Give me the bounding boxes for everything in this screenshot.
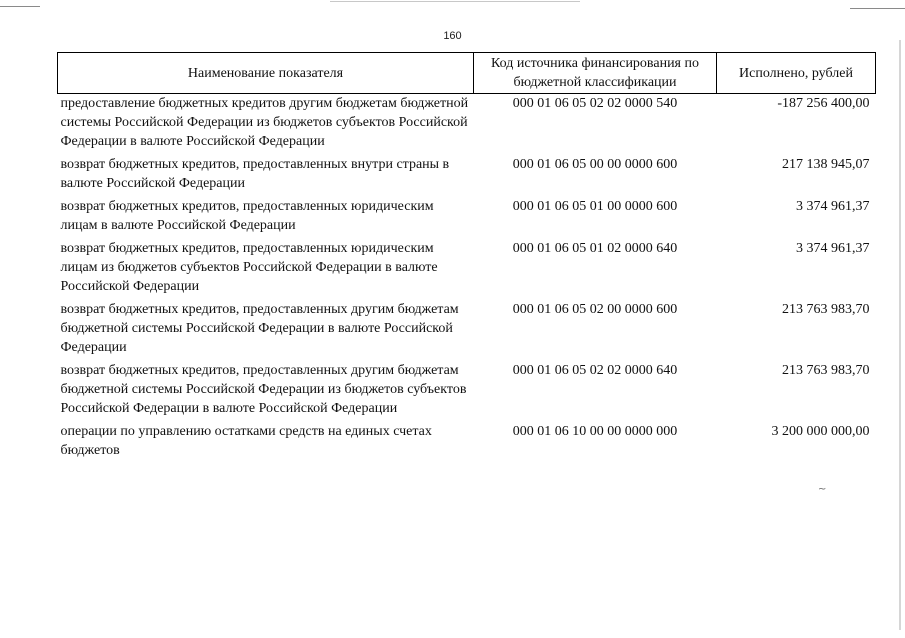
table-row <box>58 197 876 239</box>
row-executed-amount: -187 256 400,00 <box>777 96 870 111</box>
row-executed-amount: 3 200 000 000,00 <box>771 424 870 439</box>
row-source-code: 000 01 06 05 01 00 0000 600 <box>512 199 678 214</box>
header-executed-amount: Исполнено, рублей <box>717 53 876 94</box>
table-row <box>58 422 876 464</box>
row-indicator-name: возврат бюджетных кредитов, предоставленных другим бюджетам бюджетной системы Российской Федерации из бюджетов субъектов Российской Федерации в валюте Российской Федерации <box>60 363 467 416</box>
row-executed-amount: 217 138 945,07 <box>782 157 870 172</box>
table-row <box>58 361 876 422</box>
scan-right-edge-mark <box>899 40 901 630</box>
table-header-row <box>58 53 876 94</box>
page-number: 160 <box>443 30 462 42</box>
scan-speck: ~ <box>818 484 827 495</box>
row-source-code: 000 01 06 05 00 00 0000 600 <box>512 157 678 172</box>
row-indicator-name: возврат бюджетных кредитов, предоставленных внутри страны в валюте Российской Федерации <box>60 157 450 191</box>
row-indicator-name: возврат бюджетных кредитов, предоставленных юридическим лицам из бюджетов субъектов Российской Федерации в валюте Российской Федерации <box>60 241 438 294</box>
row-executed-amount: 213 763 983,70 <box>782 363 870 378</box>
row-executed-amount: 3 374 961,37 <box>796 241 870 256</box>
table-row <box>58 239 876 300</box>
row-executed-amount: 213 763 983,70 <box>782 302 870 317</box>
row-indicator-name: возврат бюджетных кредитов, предоставленных юридическим лицам в валюте Российской Федерации <box>60 199 434 233</box>
header-funding-source-code: Код источника финансирования по бюджетной классификации <box>474 53 717 94</box>
row-indicator-name: операции по управлению остатками средств на единых счетах бюджетов <box>60 424 432 458</box>
header-indicator-name: Наименование показателя <box>58 53 474 94</box>
table-row <box>58 300 876 361</box>
scan-top-line-right <box>850 8 905 9</box>
row-source-code: 000 01 06 05 01 02 0000 640 <box>512 241 678 256</box>
scan-top-line-left <box>0 6 40 7</box>
table-row <box>58 155 876 197</box>
row-source-code: 000 01 06 05 02 02 0000 540 <box>512 96 678 111</box>
row-source-code: 000 01 06 05 02 02 0000 640 <box>512 363 678 378</box>
row-source-code: 000 01 06 10 00 00 0000 000 <box>512 424 678 439</box>
row-indicator-name: предоставление бюджетных кредитов другим бюджетам бюджетной системы Российской Федерации из бюджетов субъектов Российской Федерации в валюте Российской Федерации <box>60 96 469 149</box>
row-indicator-name: возврат бюджетных кредитов, предоставленных другим бюджетам бюджетной системы Российской Федерации в валюте Российской Федерации <box>60 302 459 355</box>
row-executed-amount: 3 374 961,37 <box>796 199 870 214</box>
scan-top-line-mid <box>330 1 580 2</box>
table-row <box>58 94 876 156</box>
budget-table <box>57 52 876 464</box>
row-source-code: 000 01 06 05 02 00 0000 600 <box>512 302 678 317</box>
